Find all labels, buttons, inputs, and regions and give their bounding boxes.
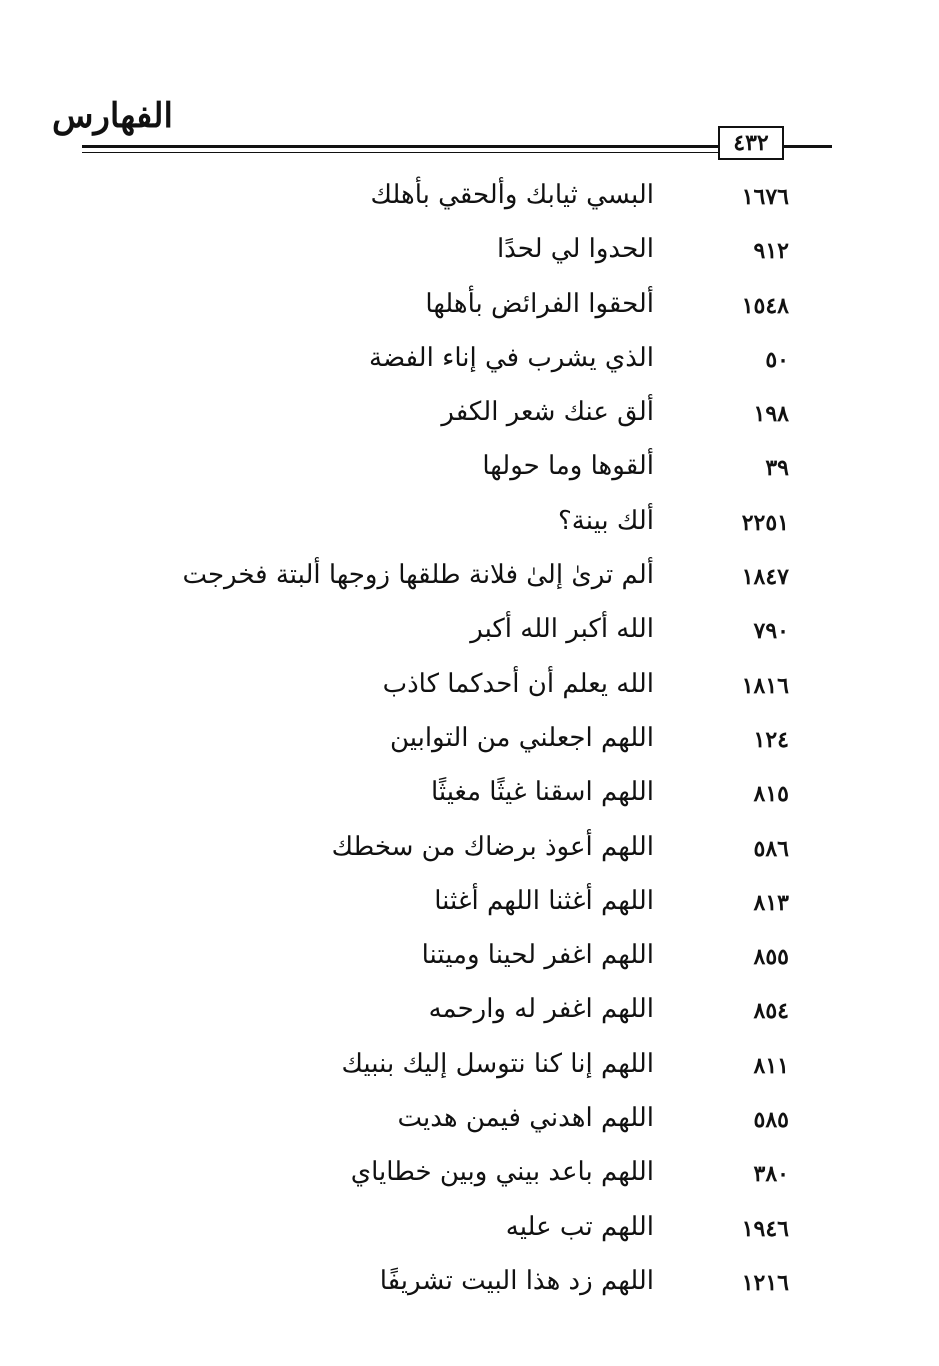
entry-number: ٨٥٥ — [753, 944, 789, 971]
index-entry — [0, 878, 939, 932]
entry-number: ٩١٢ — [753, 238, 789, 265]
entry-number: ٥٠ — [765, 346, 789, 373]
entry-number: ١٦٧٦ — [741, 184, 789, 210]
index-entry — [0, 281, 939, 335]
entry-text: ألق عنك شعر الكفر — [441, 397, 654, 428]
index-entry — [0, 986, 939, 1040]
entry-number: ٥٨٥ — [753, 1107, 789, 1134]
index-list — [0, 172, 939, 1312]
entry-text: اللهم اهدني فيمن هديت — [397, 1103, 654, 1134]
entry-text: ألقوها وما حولها — [482, 451, 654, 482]
entry-number: ٥٨٦ — [753, 835, 789, 862]
index-entry — [0, 661, 939, 715]
entry-number: ٨٥٤ — [753, 998, 789, 1025]
entry-number: ٣٨٠ — [753, 1161, 789, 1188]
index-entry — [0, 769, 939, 823]
entry-text: الذي يشرب في إناء الفضة — [369, 342, 654, 373]
entry-text: اللهم أغثنا اللهم أغثنا — [434, 885, 654, 916]
index-entry — [0, 1149, 939, 1203]
entry-number: ١٩٨ — [753, 401, 789, 428]
entry-text: اللهم إنا كنا نتوسل إليك بنبيك — [341, 1048, 654, 1079]
index-entry — [0, 1041, 939, 1095]
entry-text: اللهم أعوذ برضاك من سخطك — [331, 831, 654, 862]
index-entry — [0, 226, 939, 280]
entry-text: اللهم اسقنا غيثًا مغيثًا — [430, 777, 654, 808]
entry-text: ألحقوا الفرائض بأهلها — [425, 288, 654, 319]
page-header — [0, 0, 939, 170]
index-entry — [0, 335, 939, 389]
entry-number: ١٩٤٦ — [741, 1215, 789, 1242]
entry-number: ٨١٣ — [753, 889, 789, 916]
entry-number: ٧٩٠ — [753, 618, 789, 645]
section-title: الفهارس — [52, 96, 173, 136]
entry-number: ٣٩ — [765, 455, 789, 482]
header-rule-thick — [82, 145, 718, 148]
header-rule-thin — [82, 152, 718, 153]
entry-text: الله أكبر الله أكبر — [470, 614, 654, 645]
entry-text: اللهم اجعلني من التوابين — [389, 722, 654, 753]
entry-number: ١٨١٦ — [741, 672, 789, 699]
entry-number: ١٥٤٨ — [741, 292, 789, 319]
entry-number: ١٢١٦ — [741, 1269, 789, 1296]
index-entry — [0, 606, 939, 660]
index-entry — [0, 552, 939, 606]
index-entry — [0, 932, 939, 986]
entry-text: ألك بينة؟ — [558, 505, 654, 536]
index-entry — [0, 824, 939, 878]
entry-text: ألم ترىٰ إلىٰ فلانة طلقها زوجها ألبتة فخرجت — [182, 560, 654, 591]
entry-text: اللهم زد هذا البيت تشريفًا — [379, 1265, 654, 1296]
index-entry — [0, 172, 939, 226]
entry-text: اللهم تب عليه — [505, 1211, 654, 1242]
entry-number: ٨١١ — [753, 1052, 789, 1079]
index-entry — [0, 715, 939, 769]
entry-number: ١٢٤ — [753, 726, 789, 753]
header-rule-right — [782, 145, 832, 148]
entry-text: اللهم اغفر له وارحمه — [428, 994, 654, 1025]
index-entry — [0, 389, 939, 443]
index-entry — [0, 1204, 939, 1258]
entry-number: ١٨٤٧ — [741, 564, 789, 591]
entry-text: اللهم اغفر لحينا وميتنا — [421, 940, 654, 971]
index-entry — [0, 443, 939, 497]
index-entry — [0, 1258, 939, 1312]
page-number: ٤٣٢ — [718, 126, 784, 160]
entry-text: اللهم باعد بيني وبين خطاياي — [350, 1157, 654, 1188]
index-entry — [0, 498, 939, 552]
index-entry — [0, 1095, 939, 1149]
entry-text: الحدوا لي لحدًا — [496, 234, 654, 265]
entry-number: ٢٢٥١ — [741, 509, 789, 536]
entry-text: البسي ثيابك وألحقي بأهلك — [370, 180, 654, 210]
entry-text: الله يعلم أن أحدكما كاذب — [382, 668, 654, 699]
entry-number: ٨١٥ — [753, 781, 789, 808]
